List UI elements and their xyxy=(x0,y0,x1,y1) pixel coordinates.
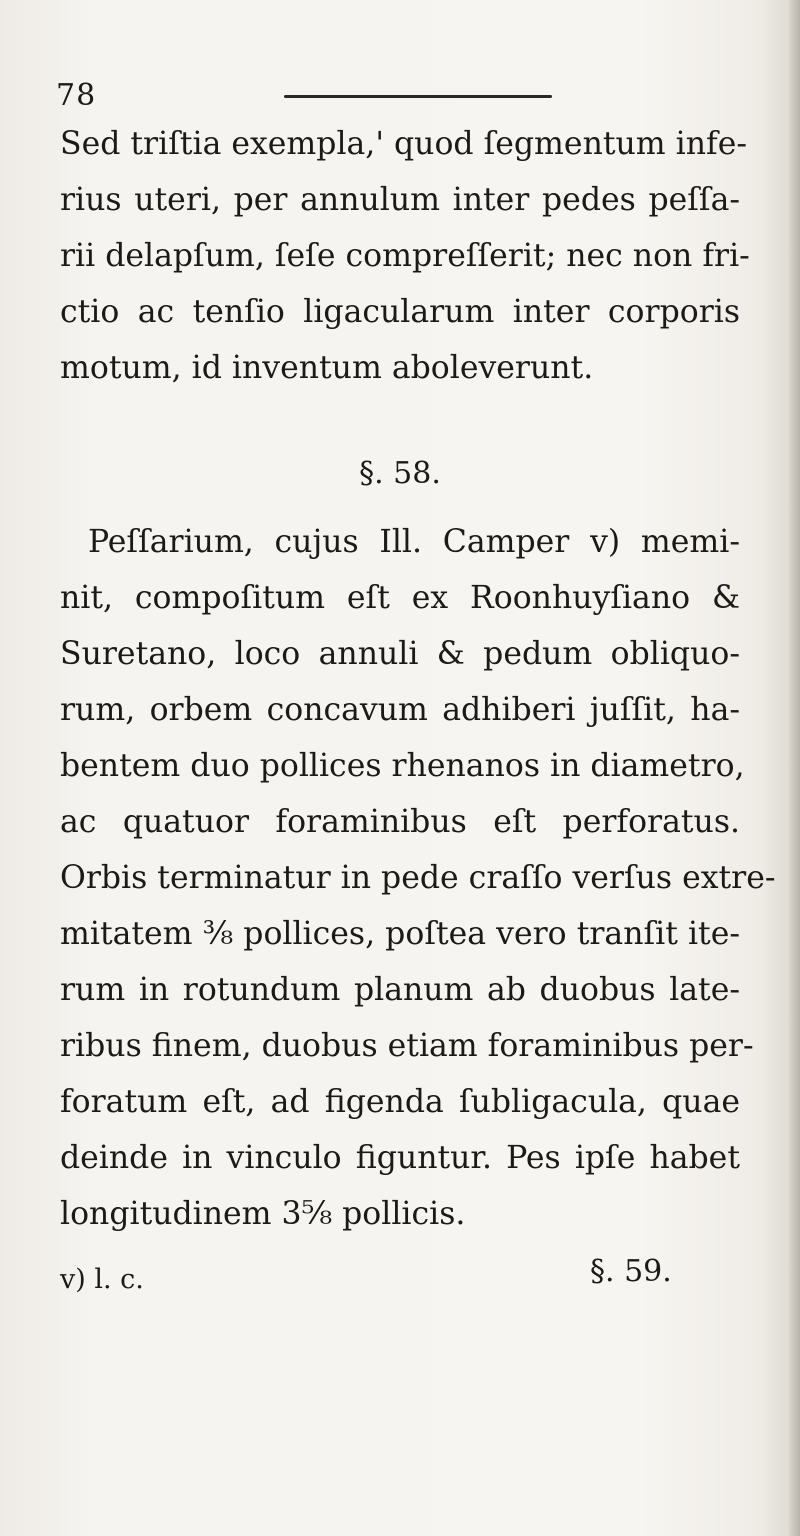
paragraph-2-line: nit, compoſitum eſt ex Roonhuyſiano & xyxy=(60,580,740,616)
paragraph-2-line: bentem duo pollices rhenanos in diametro, xyxy=(60,748,745,784)
paragraph-2-line: foratum eſt, ad figenda ſubligacula, quae xyxy=(60,1084,740,1120)
paragraph-2-line: rum, orbem concavum adhiberi juſſit, ha- xyxy=(60,692,740,728)
paragraph-2-line: ribus finem, duobus etiam foraminibus per- xyxy=(60,1028,754,1064)
paragraph-2-line: Peſſarium, cujus Ill. Camper v) memi- xyxy=(88,524,740,560)
paragraph-2-line: ac quatuor foraminibus eſt perforatus. xyxy=(60,804,740,840)
paragraph-1-line: Sed triſtia exempla,' quod ſegmentum infe- xyxy=(60,126,747,162)
paragraph-1-line: rius uteri, per annulum inter pedes peſſa- xyxy=(60,182,740,218)
paragraph-2-line: Suretano, loco annuli & pedum obliquo- xyxy=(60,636,740,672)
page-edge xyxy=(786,0,800,1536)
paragraph-1-line: ctio ac tenſio ligacularum inter corporis xyxy=(60,294,740,330)
footnote: v) l. c. xyxy=(60,1264,144,1295)
paragraph-1-line: motum, id inventum aboleverunt. xyxy=(60,350,594,386)
catchword: §. 59. xyxy=(590,1254,672,1289)
paragraph-2-line: Orbis terminatur in pede craſſo verſus extre- xyxy=(60,860,776,896)
paragraph-2-line: deinde in vinculo figuntur. Pes ipſe habet xyxy=(60,1140,740,1176)
section-heading: §. 58. xyxy=(359,456,441,491)
paragraph-2-line: longitudinem 3⅝ pollicis. xyxy=(60,1196,466,1232)
paragraph-2-line: mitatem ⅜ pollices, poſtea vero tranſit ite- xyxy=(60,916,740,952)
header-rule xyxy=(284,95,552,98)
paragraph-2-line: rum in rotundum planum ab duobus late- xyxy=(60,972,740,1008)
page-number: 78 xyxy=(56,78,97,113)
paragraph-1-line: rii delapſum, ſeſe compreſſerit; nec non fri- xyxy=(60,238,750,274)
